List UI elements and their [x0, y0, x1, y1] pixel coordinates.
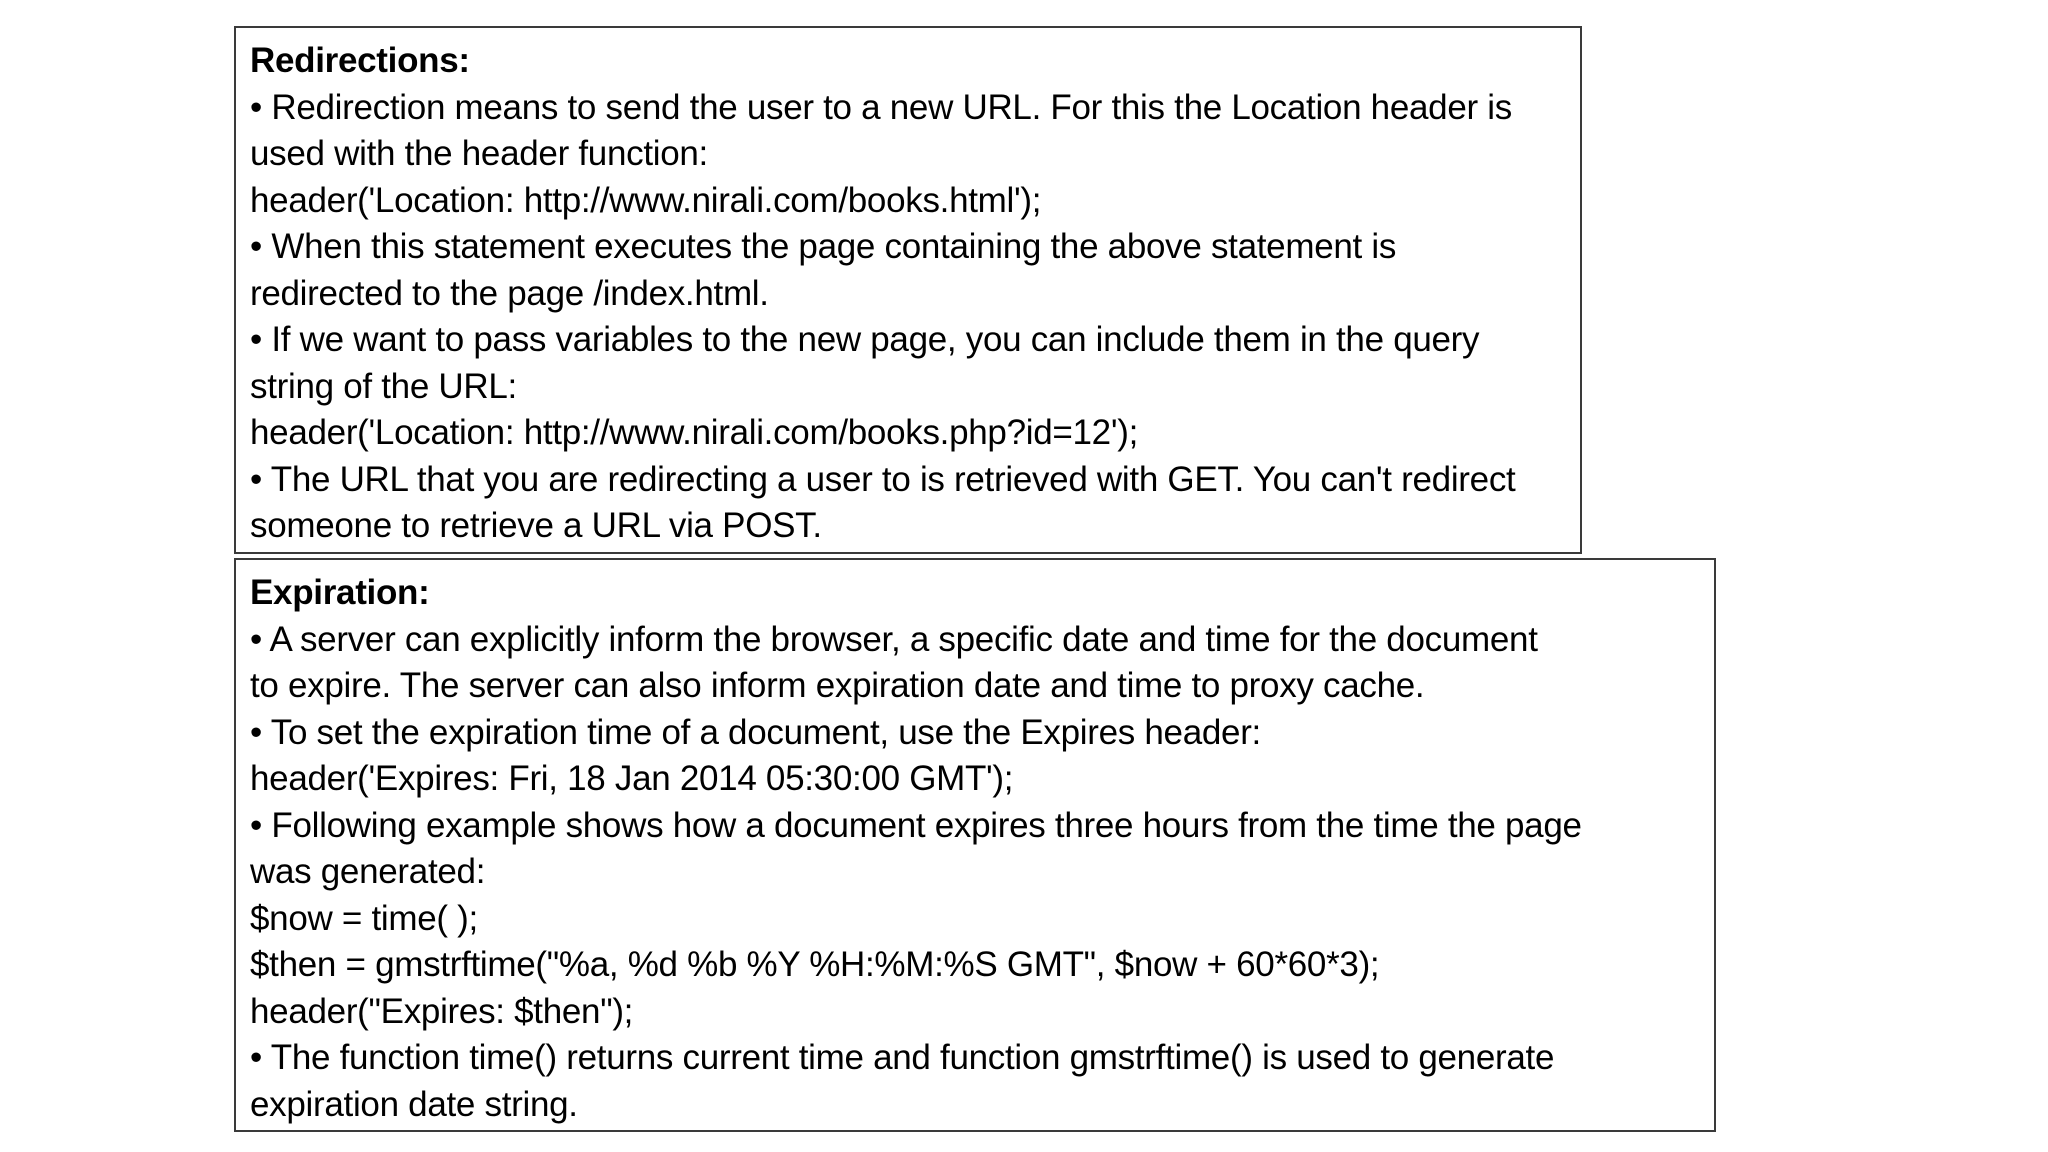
expiration-line: • To set the expiration time of a document, use the Expires header:: [250, 712, 1261, 752]
redirections-heading: Redirections:: [250, 41, 470, 80]
redirections-line: redirected to the page /index.html.: [250, 273, 769, 313]
redirections-line: • If we want to pass variables to the new page, you can include them in the query: [250, 320, 1480, 359]
code-line: header('Location: http://www.nirali.com/books.html');: [250, 180, 1042, 220]
expiration-line: • A server can explicitly inform the browser, a specific date and time for the document: [250, 619, 1538, 659]
redirections-line: • Redirection means to send the user to a new URL. For this the Location header is: [250, 87, 1512, 127]
expiration-line: was generated:: [250, 852, 486, 891]
expiration-heading: Expiration:: [250, 573, 430, 612]
code-line: header('Location: http://www.nirali.com/books.php?id=12');: [250, 413, 1139, 452]
code-line: $now = time( );: [250, 898, 478, 938]
redirections-line: • The URL that you are redirecting a user to is retrieved with GET. You can't redirect: [250, 459, 1516, 499]
code-line: header('Expires: Fri, 18 Jan 2014 05:30:00 GMT');: [250, 759, 1014, 798]
redirections-line: string of the URL:: [250, 366, 517, 406]
redirections-line: used with the header function:: [250, 134, 708, 173]
code-line: $then = gmstrftime("%a, %d %b %Y %H:%M:%S GMT", $now + 60*60*3);: [250, 945, 1380, 984]
redirections-line: someone to retrieve a URL via POST.: [250, 506, 822, 545]
expiration-line: expiration date string.: [250, 1084, 578, 1124]
expiration-line: • The function time() returns current time and function gmstrftime() is used to generate: [250, 1038, 1555, 1077]
redirections-section: [234, 26, 1582, 554]
code-line: header("Expires: $then");: [250, 991, 634, 1031]
expiration-line: • Following example shows how a document expires three hours from the time the page: [250, 805, 1582, 845]
expiration-section: [234, 558, 1716, 1132]
expiration-line: to expire. The server can also inform expiration date and time to proxy cache.: [250, 666, 1425, 705]
redirections-line: • When this statement executes the page containing the above statement is: [250, 227, 1397, 266]
